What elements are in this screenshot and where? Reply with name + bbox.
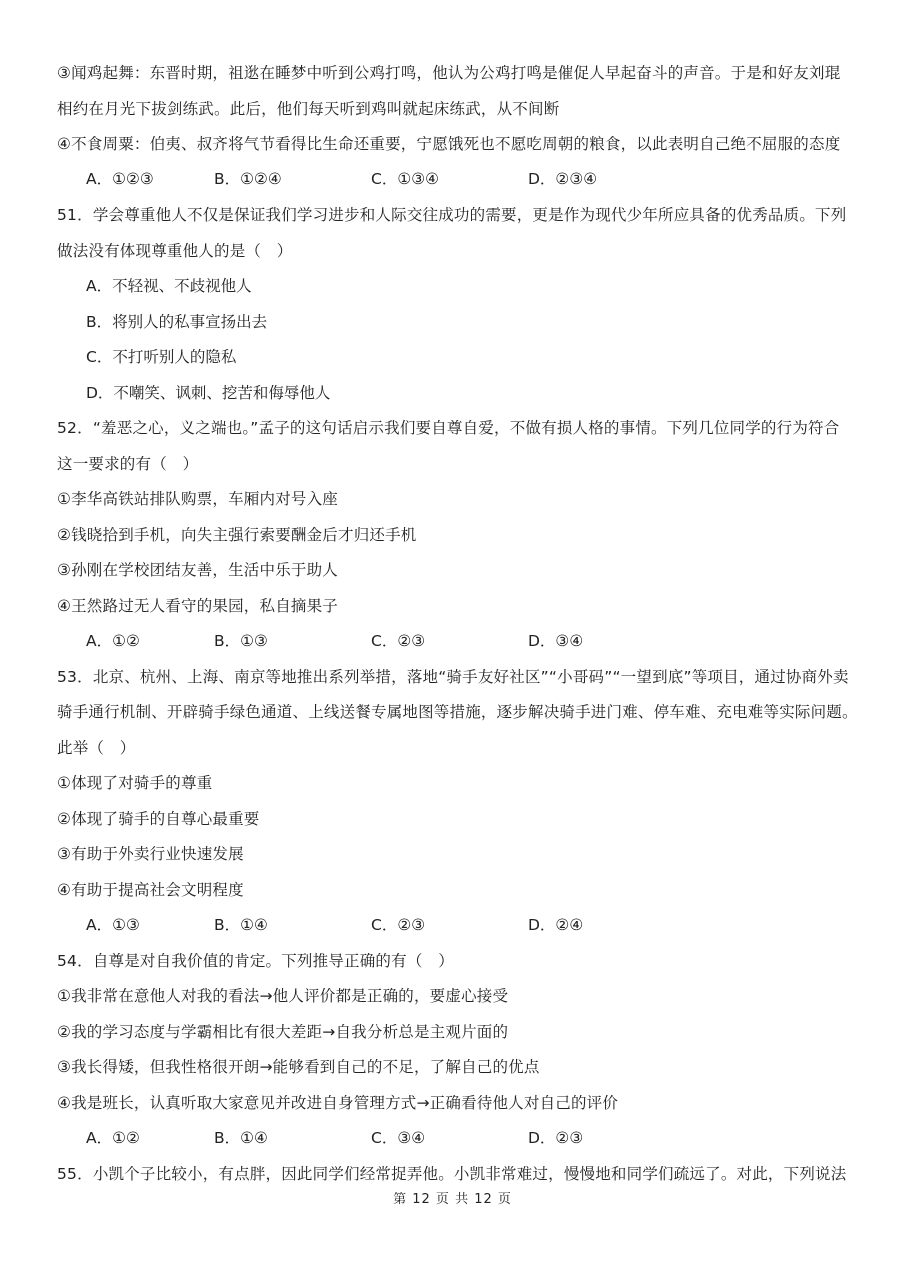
q53-item: ④有助于提高社会文明程度 — [57, 881, 244, 899]
page-footer: 第 12 页 共 12 页 — [393, 1192, 512, 1207]
choice-a: A．①② — [86, 1129, 140, 1147]
q51-stem-line: 做法没有体现尊重他人的是（ ） — [57, 242, 293, 260]
q52-item: ③孙刚在学校团结友善，生活中乐于助人 — [57, 561, 338, 579]
q55-stem-line: 55．小凯个子比较小，有点胖，因此同学们经常捉弄他。小凯非常难过，慢慢地和同学们疏远了。对此，下列说法 — [57, 1165, 847, 1183]
q52-item: ④王然路过无人看守的果园，私自摘果子 — [57, 597, 338, 615]
paragraph-line: 相约在月光下拔剑练武。此后，他们每天听到鸡叫就起床练武，从不间断 — [57, 100, 560, 118]
q51-option-d: D．不嘲笑、讽刺、挖苦和侮辱他人 — [86, 384, 331, 402]
paragraph-line: ③闻鸡起舞：东晋时期，祖逖在睡梦中听到公鸡打鸣，他认为公鸡打鸣是催促人早起奋斗的声音。于是和好友刘琨 — [57, 64, 841, 82]
q54-item: ②我的学习态度与学霸相比有很大差距→自我分析总是主观片面的 — [57, 1023, 509, 1041]
q52-item: ②钱晓拾到手机，向失主强行索要酬金后才归还手机 — [57, 526, 417, 544]
q52-stem-line: 这一要求的有（ ） — [57, 455, 199, 473]
choice-c: C．②③ — [371, 632, 426, 650]
choice-a: A．①②③ — [86, 170, 154, 188]
choice-d: D．③④ — [528, 632, 584, 650]
q53-item: ②体现了骑手的自尊心最重要 — [57, 810, 260, 828]
choice-c: C．②③ — [371, 916, 426, 934]
q52-item: ①李华高铁站排队购票，车厢内对号入座 — [57, 490, 338, 508]
q54-item: ③我长得矮，但我性格很开朗→能够看到自己的不足，了解自己的优点 — [57, 1058, 540, 1076]
choice-b: B．①④ — [214, 1129, 268, 1147]
q53-stem-line: 53．北京、杭州、上海、南京等地推出系列举措，落地“骑手友好社区”“小哥码”“一望到底”等项目，通过协商外卖 — [57, 668, 849, 686]
choice-d: D．②③ — [528, 1129, 584, 1147]
q50-choices — [86, 169, 786, 189]
q51-option-a: A．不轻视、不歧视他人 — [86, 277, 252, 295]
q53-choices — [86, 915, 786, 935]
q53-stem-line: 此举（ ） — [57, 739, 136, 757]
choice-d: D．②④ — [528, 916, 584, 934]
paragraph-line: ④不食周粟：伯夷、叔齐将气节看得比生命还重要，宁愿饿死也不愿吃周朝的粮食，以此表明自己绝不屈服的态度 — [57, 135, 841, 153]
q52-choices — [86, 631, 786, 651]
q54-item: ④我是班长，认真听取大家意见并改进自身管理方式→正确看待他人对自己的评价 — [57, 1094, 619, 1112]
q51-stem-line: 51．学会尊重他人不仅是保证我们学习进步和人际交往成功的需要，更是作为现代少年所应具备的优秀品质。下列 — [57, 206, 847, 224]
choice-d: D．②③④ — [528, 170, 598, 188]
q51-option-c: C．不打听别人的隐私 — [86, 348, 237, 366]
q54-choices — [86, 1128, 786, 1148]
q51-option-b: B．将别人的私事宣扬出去 — [86, 313, 268, 331]
choice-a: A．①③ — [86, 916, 140, 934]
q53-item: ③有助于外卖行业快速发展 — [57, 845, 244, 863]
choice-c: C．③④ — [371, 1129, 426, 1147]
choice-b: B．①③ — [214, 632, 268, 650]
choice-c: C．①③④ — [371, 170, 440, 188]
q53-stem-line: 骑手通行机制、开辟骑手绿色通道、上线送餐专属地图等措施，逐步解决骑手进门难、停车难、充电难等实际问题。 — [57, 703, 858, 721]
q54-stem-line: 54．自尊是对自我价值的肯定。下列推导正确的有（ ） — [57, 952, 454, 970]
choice-a: A．①② — [86, 632, 140, 650]
q53-item: ①体现了对骑手的尊重 — [57, 774, 213, 792]
q54-item: ①我非常在意他人对我的看法→他人评价都是正确的，要虚心接受 — [57, 987, 509, 1005]
choice-b: B．①②④ — [214, 170, 282, 188]
q52-stem-line: 52．“羞恶之心，义之端也。”孟子的这句话启示我们要自尊自爱，不做有损人格的事情。下列几位同学的行为符合 — [57, 419, 840, 437]
choice-b: B．①④ — [214, 916, 268, 934]
